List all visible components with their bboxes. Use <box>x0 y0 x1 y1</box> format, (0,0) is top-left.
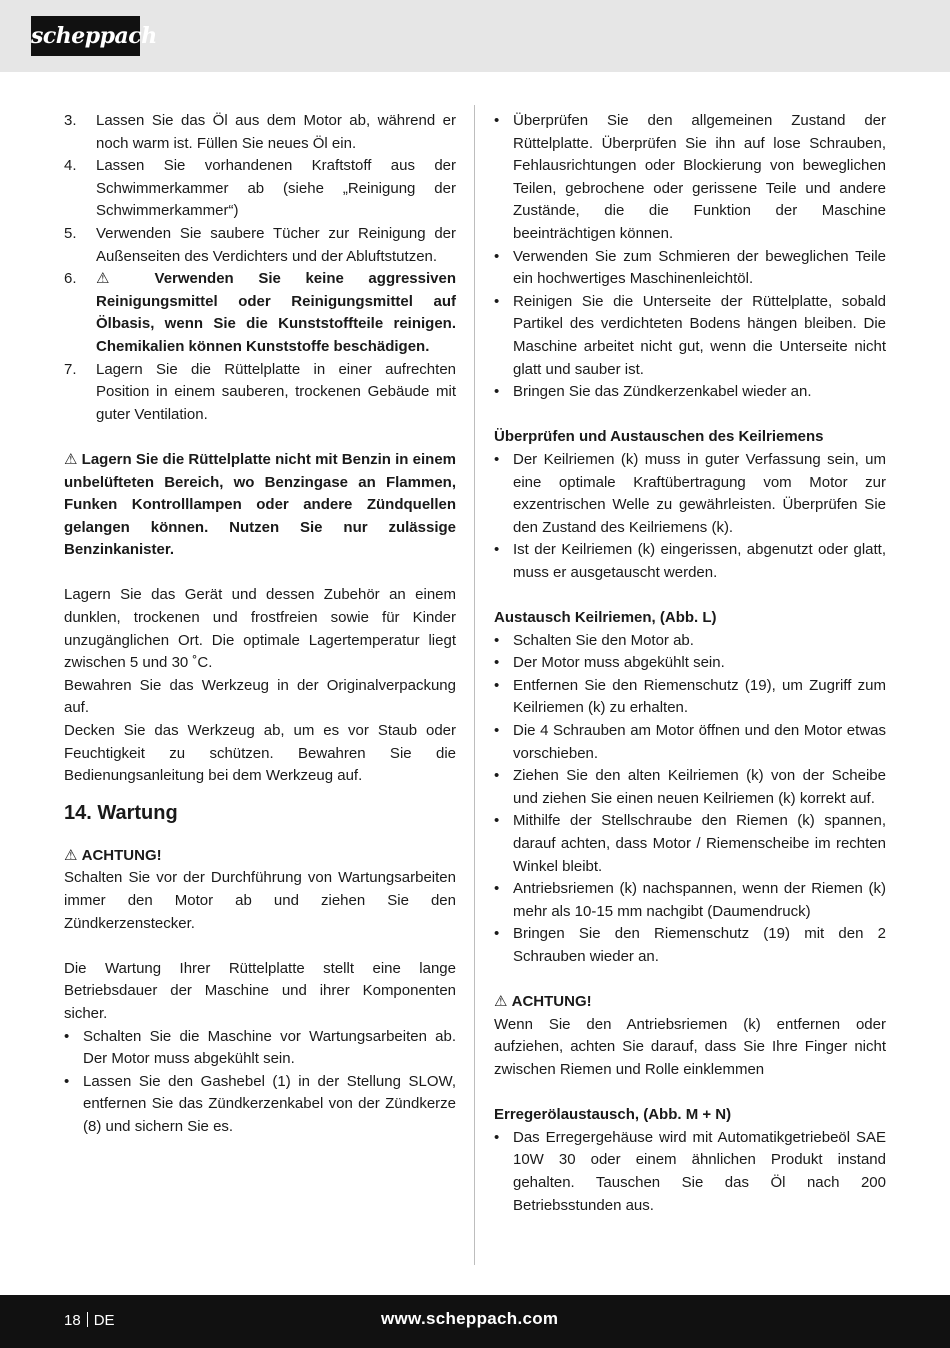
list-item: • Bringen Sie das Zündkerzenkabel wieder an. <box>494 381 886 404</box>
page-number: 18 <box>64 1312 81 1329</box>
caution-label: ⚠ ACHTUNG! <box>494 991 886 1014</box>
maintenance-list <box>64 1026 456 1139</box>
belt-replace-list <box>494 630 886 969</box>
list-item: • Ist der Keilriemen (k) eingerissen, abgenutzt oder glatt, muss er ausgetauscht werden. <box>494 539 886 584</box>
website-link[interactable]: www.scheppach.com <box>381 1309 559 1328</box>
right-column <box>494 110 886 1217</box>
header-band <box>0 0 950 72</box>
step-item: 7. Lagern Sie die Rüttelplatte in einer aufrechten Position in einem sauberen, trockenen Gebäude mit guter Ventilation. <box>64 360 456 423</box>
list-item: • Mithilfe der Stellschraube den Riemen (k) spannen, darauf achten, dass Motor / Riemenscheibe im rechten Winkel bleibt. <box>494 810 886 878</box>
list-item: • Bringen Sie den Riemenschutz (19) mit den 2 Schrauben wieder an. <box>494 923 886 968</box>
list-item: • Schalten Sie die Maschine vor Wartungsarbeiten ab. Der Motor muss abgekühlt sein. <box>64 1026 456 1071</box>
step-item: 3. Lassen Sie das Öl aus dem Motor ab, während er noch warm ist. Füllen Sie neues Öl ein. <box>64 112 456 152</box>
list-item: • Überprüfen Sie den allgemeinen Zustand der Rüttelplatte. Überprüfen Sie ihn auf lose Schrauben, Fehlausrichtungen oder Blockierung von beweglichen Teilen, gebrochene oder gerissene Teile und andere Zustände, die die Funktion der Maschine beeinträchtigen können. <box>494 110 886 246</box>
list-item: • Das Erregergehäuse wird mit Automatikgetriebeöl SAE 10W 30 oder einem ähnlichen Produkt instand gehalten. Tauschen Sie das Öl nach 200 Betriebsstunden aus. <box>494 1127 886 1217</box>
column-divider <box>474 105 475 1265</box>
list-item: • Reinigen Sie die Unterseite der Rüttelplatte, sobald Partikel des verdichteten Bodens hängen bleiben. Die Maschine arbeitet nicht gut, wenn die Unterseite nicht glatt und sauber ist. <box>494 291 886 381</box>
footer-band <box>0 1295 950 1348</box>
list-item: • Der Keilriemen (k) muss in guter Verfassung sein, um eine optimale Kraftübertragung vom Motor zur exzentrischen Welle zu gewährleisten. Überprüfen Sie den Zustand des Keilriemens (k). <box>494 449 886 539</box>
list-item: • Die 4 Schrauben am Motor öffnen und den Motor etwas vorschieben. <box>494 720 886 765</box>
step-item: 5. Verwenden Sie saubere Tücher zur Reinigung der Außenseiten des Verdichters und der Abluftstutzen. <box>64 224 456 265</box>
belt-check-heading: Überprüfen und Austauschen des Keilriemens <box>494 428 824 446</box>
list-item: • Der Motor muss abgekühlt sein. <box>494 652 886 675</box>
storage-paragraph: Decken Sie das Werkzeug ab, um es vor Staub oder Feuchtigkeit zu schützen. Bewahren Sie die Bedienungsanleitung bei dem Werkzeug auf. <box>64 722 456 785</box>
oil-list <box>494 1127 886 1217</box>
scheppach-logo: scheppach <box>31 16 140 56</box>
language-code: DE <box>93 1312 115 1329</box>
storage-paragraph: Lagern Sie das Gerät und dessen Zubehör an einem dunklen, trockenen und frostfreien sowie für Kinder unzugänglichen Ort. Die optimale Lagertemperatur liegt zwischen 5 und 30 ˚C. <box>64 586 456 672</box>
list-item: • Ziehen Sie den alten Keilriemen (k) von der Scheibe und ziehen Sie einen neuen Keilriemen (k) korrekt auf. <box>494 765 886 810</box>
caution-text: Schalten Sie vor der Durchführung von Wartungsarbeiten immer den Motor ab und ziehen Sie den Zündkerzenstecker. <box>64 869 456 932</box>
list-item: • Lassen Sie den Gashebel (1) in der Stellung SLOW, entfernen Sie das Zündkerzenkabel von der Zündkerze (8) und sichern Sie es. <box>64 1071 456 1139</box>
oil-heading: Erregerölaustausch, (Abb. M + N) <box>494 1106 732 1124</box>
list-item: • Verwenden Sie zum Schmieren der beweglichen Teile ein hochwertiges Maschinenleichtöl. <box>494 246 886 291</box>
step-item: 4. Lassen Sie vorhandenen Kraftstoff aus der Schwimmerkammer ab (siehe „Reinigung der Schwimmerkammer“) <box>64 157 456 220</box>
list-item: • Entfernen Sie den Riemenschutz (19), um Zugriff zum Keilriemen (k) zu erhalten. <box>494 675 886 720</box>
storage-warning: ⚠ Lagern Sie die Rüttelplatte nicht mit Benzin in einem unbelüfteten Bereich, wo Benzingase an Flammen, Funken Kontrolllampen oder andere Zündquellen gelangen können. Nutzen Sie nur zulässige Benzinkanister. <box>64 449 456 562</box>
step-item-warning: 6. ⚠ Verwenden Sie keine aggressiven Reinigungsmittel oder Reinigungsmittel auf Ölbasis, wenn Sie die Kunststoffteile reinigen. Chemikalien können Kunststoffe beschädigen. <box>64 268 456 358</box>
page-info <box>64 1310 115 1332</box>
caution-text: Wenn Sie den Antriebsriemen (k) entfernen oder aufziehen, achten Sie darauf, dass Sie Ihre Finger nicht zwischen Riemen und Rolle einklemmen <box>494 1015 886 1078</box>
belt-replace-heading: Austausch Keilriemen, (Abb. L) <box>494 609 717 627</box>
list-item: • Antriebsriemen (k) nachspannen, wenn der Riemen (k) mehr als 10-15 mm nachgibt (Daumendruck) <box>494 878 886 923</box>
maintenance-intro: Die Wartung Ihrer Rüttelplatte stellt eine lange Betriebsdauer der Maschine und ihrer Komponenten sicher. <box>64 959 456 1022</box>
section-title: 14. Wartung <box>64 801 178 824</box>
caution-label: ⚠ ACHTUNG! <box>64 845 456 868</box>
belt-check-list <box>494 449 886 585</box>
storage-paragraph: Bewahren Sie das Werkzeug in der Originalverpackung auf. <box>64 676 456 717</box>
list-item: • Schalten Sie den Motor ab. <box>494 630 886 653</box>
left-column <box>64 110 456 1139</box>
check-list <box>494 110 886 404</box>
